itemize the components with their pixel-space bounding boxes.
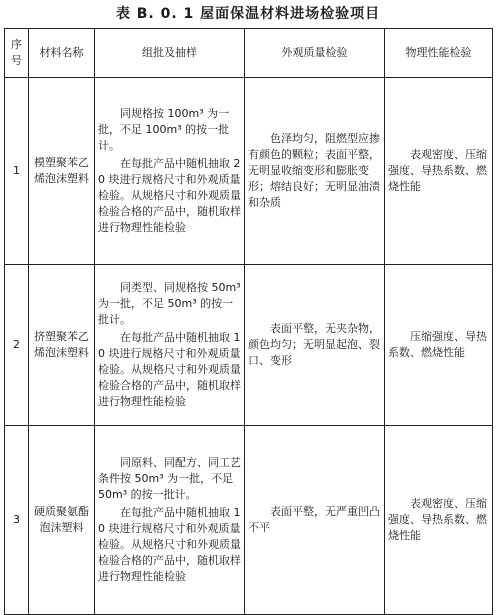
table-title: 表 B. 0. 1 屋面保温材料进场检验项目 (115, 6, 381, 22)
inspection-table (4, 28, 493, 615)
table-header-row (5, 29, 493, 78)
row-index: 3 (5, 426, 29, 615)
header-physical: 物理性能检验 (385, 29, 493, 78)
row-index: 2 (5, 265, 29, 426)
table-row (5, 426, 493, 615)
row-material: 挤塑聚苯乙烯泡沫塑料 (29, 265, 95, 426)
physical-text: 表观密度、压缩强度、导热系数、燃烧性能 (388, 148, 487, 193)
row-material: 硬质聚氨酯泡沫塑料 (29, 426, 95, 615)
sampling-rule: 在每批产品中随机抽取 10 块进行规格尺寸和外观质量检验。从规格尺寸和外观质量检验合格的产品中，随机取样进行物理性能检验 (98, 331, 241, 408)
header-index: 序号 (5, 29, 29, 78)
table-row (5, 265, 493, 426)
batch-rule: 同原料、同配方、同工艺条件按 50m³ 为一批，不足 50m³ 的按一批计。 (98, 456, 241, 501)
appearance-text: 色泽均匀，阻燃型应掺有颜色的颗粒；表面平整，无明显收缩变形和膨胀变形；熔结良好；无明显油渍和杂质 (248, 132, 380, 209)
row-physical (385, 426, 493, 615)
row-batch (95, 265, 245, 426)
physical-text: 表观密度、压缩强度、导热系数、燃烧性能 (388, 497, 487, 542)
row-index: 1 (5, 78, 29, 265)
row-appearance (245, 265, 385, 426)
row-appearance (245, 426, 385, 615)
batch-rule: 同规格按 100m³ 为一批，不足 100m³ 的按一批计。 (98, 107, 230, 152)
row-physical (385, 265, 493, 426)
sampling-rule: 在每批产品中随机抽取 10 块进行规格尺寸和外观质量检验。从规格尺寸和外观质量检验合格的产品中，随机取样进行物理性能检验 (98, 506, 241, 583)
table-row (5, 78, 493, 265)
appearance-text: 表面平整，无严重凹凸不平 (248, 505, 380, 534)
header-appearance: 外观质量检验 (245, 29, 385, 78)
sampling-rule: 在每批产品中随机抽取 20 块进行规格尺寸和外观质量检验。从规格尺寸和外观质量检验合格的产品中，随机取样进行物理性能检验 (98, 157, 241, 234)
row-appearance (245, 78, 385, 265)
appearance-text: 表面平整，无夹杂物，颜色均匀；无明显起泡、裂口、变形 (248, 322, 380, 367)
row-batch (95, 78, 245, 265)
row-batch (95, 426, 245, 615)
header-batch: 组批及抽样 (95, 29, 245, 78)
row-physical (385, 78, 493, 265)
physical-text: 压缩强度、导热系数、燃烧性能 (388, 330, 487, 359)
header-material: 材料名称 (29, 29, 95, 78)
row-material: 模塑聚苯乙烯泡沫塑料 (29, 78, 95, 265)
batch-rule: 同类型、同规格按 50m³ 为一批，不足 50m³ 的按一批计。 (98, 281, 241, 326)
